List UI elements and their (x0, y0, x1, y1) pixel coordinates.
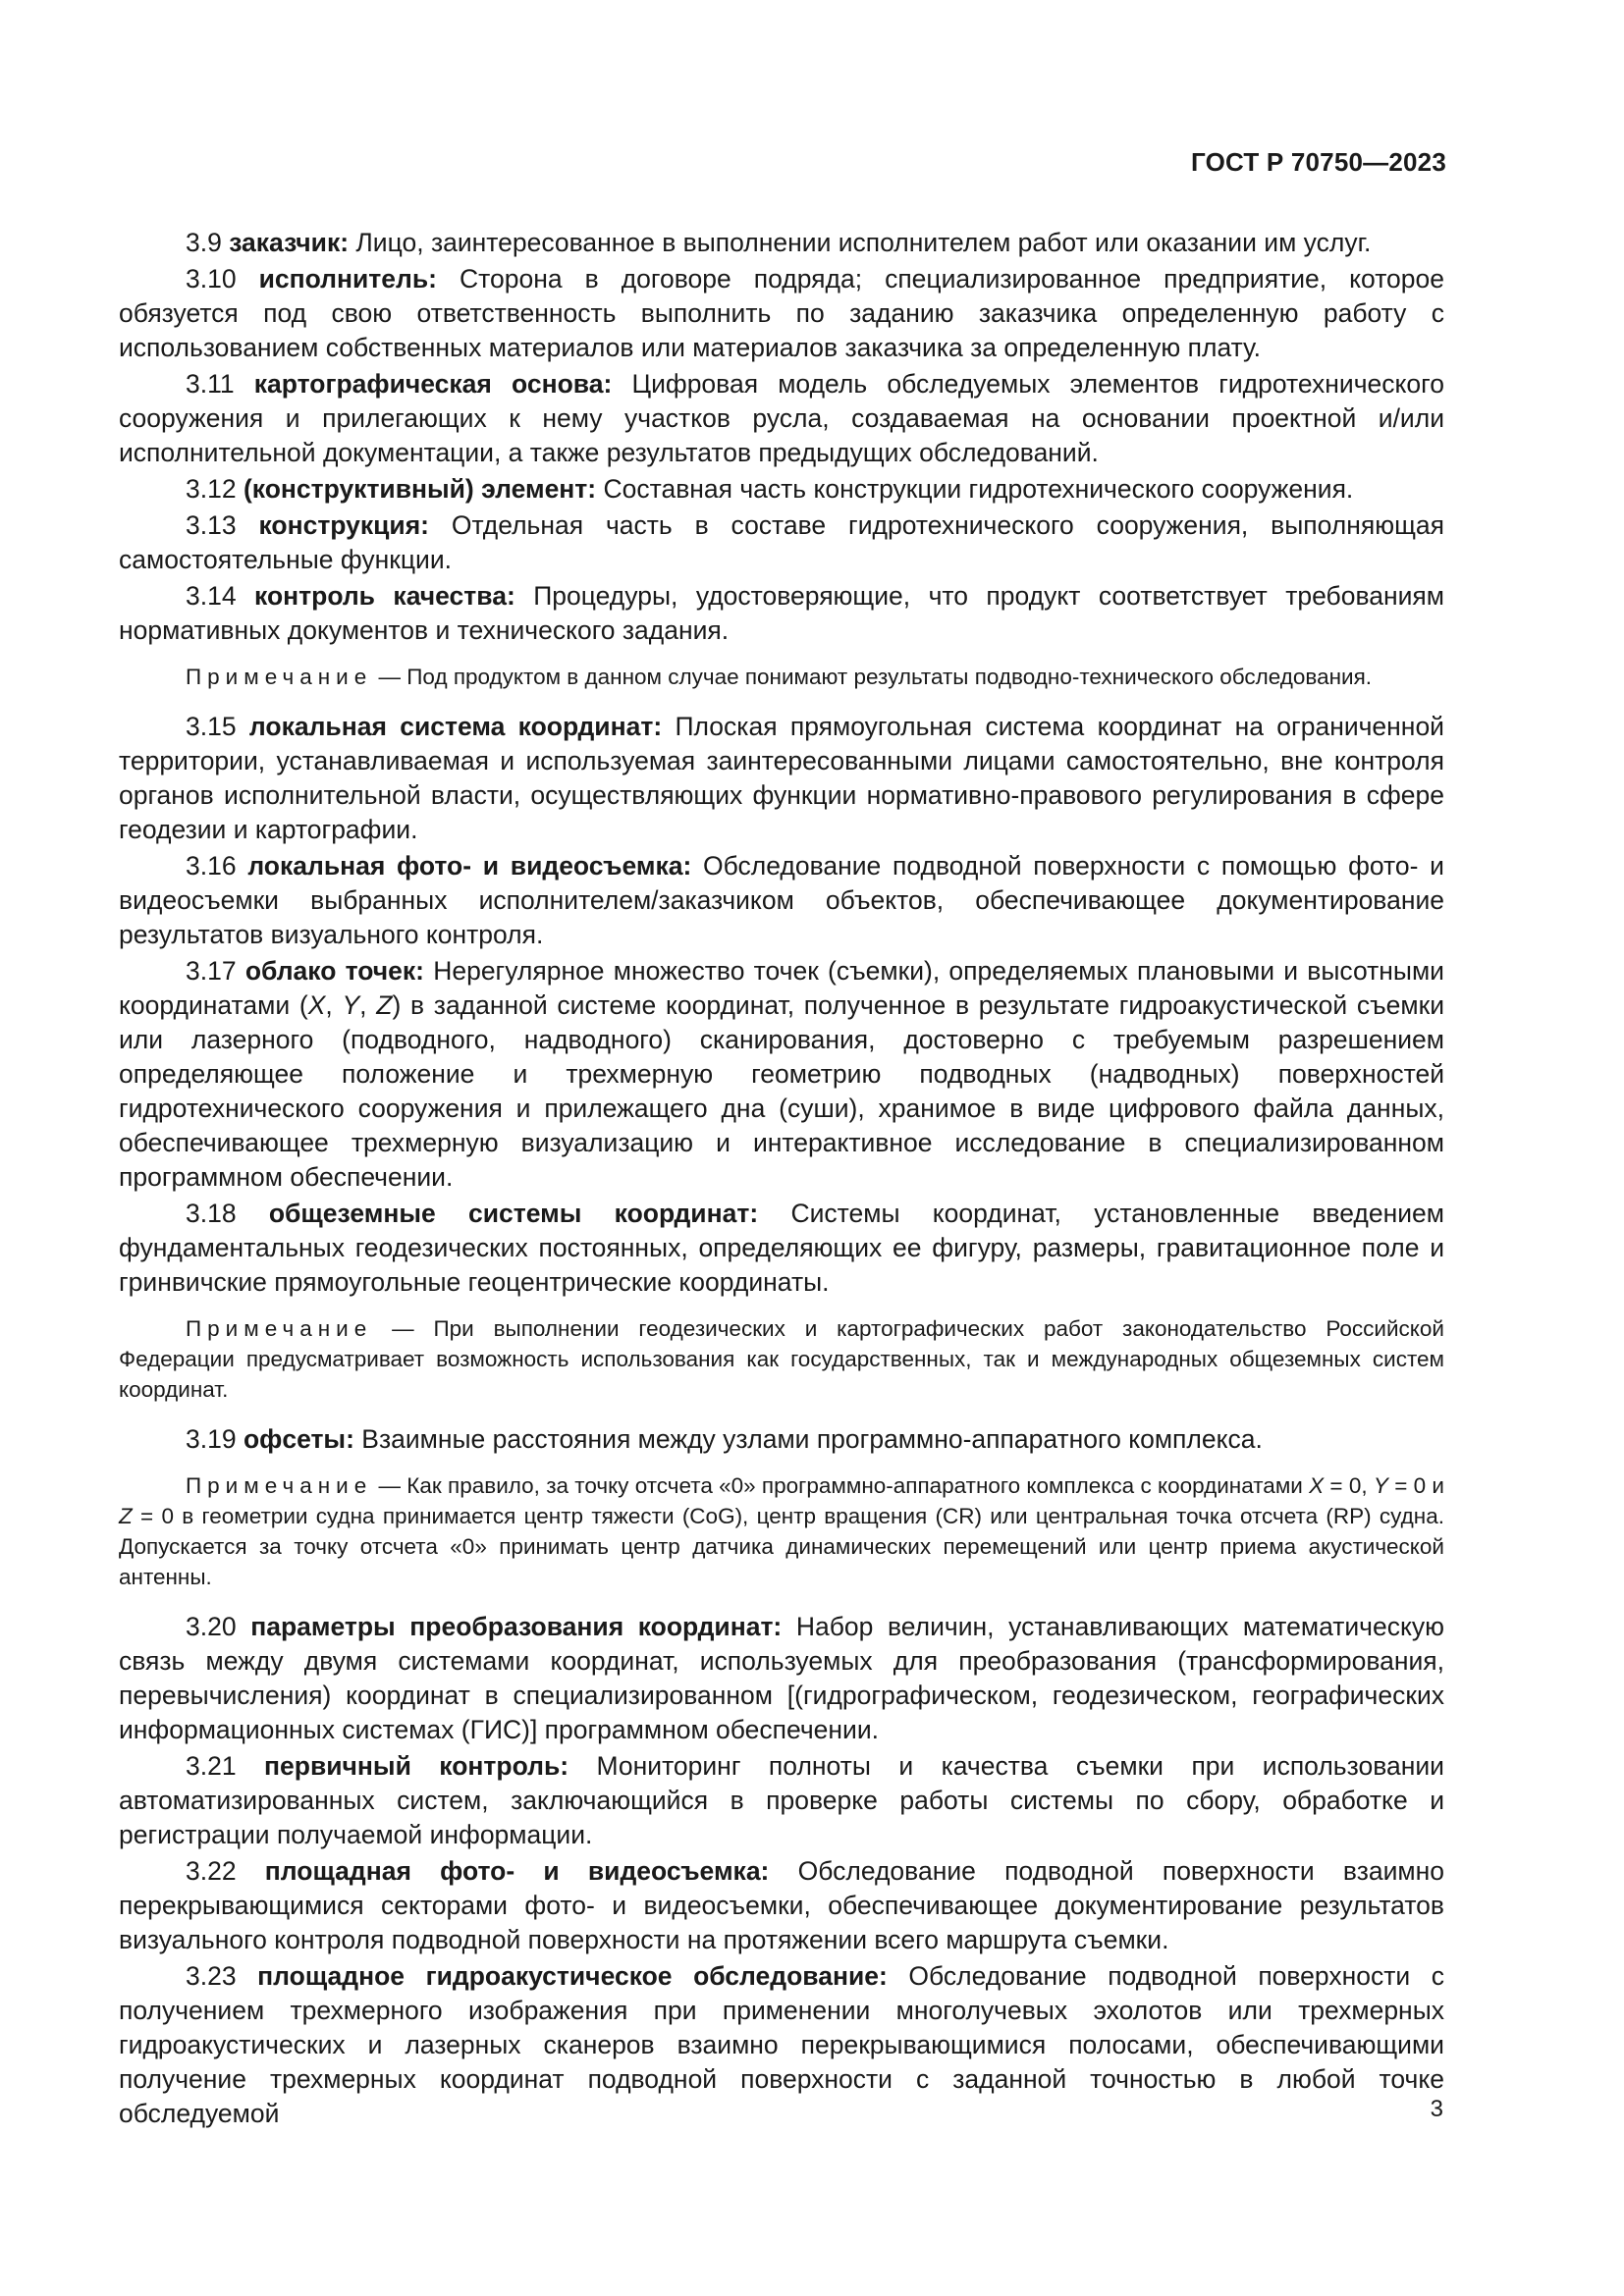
term-number: 3.19 (186, 1424, 237, 1454)
coord-z: Z (376, 990, 393, 1020)
note-2 (119, 1313, 1444, 1405)
term-number: 3.18 (186, 1199, 237, 1228)
coord-z: Z (119, 1504, 133, 1528)
term-number: 3.12 (186, 474, 237, 504)
term-number: 3.15 (186, 712, 237, 741)
term-3-13 (119, 508, 1444, 577)
term-3-22 (119, 1854, 1444, 1957)
term-definition: Лицо, заинтересованное в выполнении исполнителем работ или оказании им услуг. (355, 228, 1372, 257)
term-definition: Отдельная часть в составе гидротехнического сооружения, выполняющая самостоятельные функции. (119, 510, 1445, 574)
term-definition: Обследование подводной поверхности взаимно перекрывающимися секторами фото- и видеосъемки, обеспечивающее документирование результатов визуального контроля подводной поверхности на протяжении всего маршрута съемки. (119, 1856, 1444, 1954)
term-name: картографическая основа: (253, 369, 613, 399)
term-name: локальная фото- и видеосъемка: (247, 851, 692, 881)
term-number: 3.23 (186, 1961, 237, 1991)
page-number: 3 (1430, 2096, 1443, 2122)
coord-sep: , (325, 990, 343, 1020)
note-label: Примечание (186, 1473, 373, 1498)
term-name: облако точек: (244, 956, 424, 986)
coord-eq: = 0 и (1387, 1473, 1444, 1498)
term-name: общеземные системы координат: (268, 1199, 759, 1228)
term-name: (конструктивный) элемент: (243, 474, 597, 504)
term-number: 3.9 (186, 228, 222, 257)
term-name: офсеты: (243, 1424, 354, 1454)
term-number: 3.20 (186, 1612, 237, 1641)
note-label: Примечание (186, 1316, 373, 1341)
coord-sep: , (359, 990, 377, 1020)
term-3-12 (119, 472, 1444, 507)
note-text-part-b: = 0 в геометрии судна принимается центр тяжести (CoG), центр вращения (CR) или центральная точка отсчета (RP) судна. Допускается за точку отсчета «0» принимать центр датчика динамических перемещений или центр приема акустической антенны. (119, 1504, 1444, 1589)
term-number: 3.10 (186, 264, 237, 294)
term-definition: Набор величин, устанавливающих математическую связь между двумя системами координат, используемых для преобразования (трансформирования, перевычисления) координат в специализированном [(гидрографическом, геодезическом, географических информационных системах (ГИС)] программном обеспечении. (119, 1612, 1444, 1744)
coord-x: X (307, 990, 326, 1020)
term-3-15 (119, 710, 1444, 847)
term-3-14 (119, 579, 1444, 648)
term-number: 3.13 (186, 510, 237, 540)
term-3-17 (119, 954, 1444, 1195)
note-1 (119, 662, 1444, 692)
term-name: площадное гидроакустическое обследование: (257, 1961, 888, 1991)
term-definition: Мониторинг полноты и качества съемки при использовании автоматизированных систем, заключающийся в проверке работы системы по сбору, обработке и регистрации получаемой информации. (119, 1751, 1444, 1849)
term-number: 3.22 (186, 1856, 237, 1886)
term-definition: Плоская прямоугольная система координат на ограниченной территории, устанавливаемая и используемая заинтересованными лицами самостоятельно, вне контроля органов исполнительной власти, осуществляющих функции нормативно-правового регулирования в сфере геодезии и картографии. (119, 712, 1444, 844)
term-name: исполнитель: (258, 264, 437, 294)
coord-y: Y (342, 990, 360, 1020)
term-name: заказчик: (229, 228, 350, 257)
term-3-16 (119, 849, 1444, 952)
note-3 (119, 1470, 1444, 1592)
standard-header: ГОСТ Р 70750—2023 (1191, 147, 1446, 177)
term-definition: Сторона в договоре подряда; специализированное предприятие, которое обязуется под свою ответственность выполнить по заданию заказчика определенную работу с использованием собственных материалов или материалов заказчика за определенную плату. (119, 264, 1444, 362)
term-3-10 (119, 262, 1444, 365)
term-number: 3.11 (186, 369, 235, 399)
term-definition: Составная часть конструкции гидротехнического сооружения. (603, 474, 1354, 504)
term-definition: Процедуры, удостоверяющие, что продукт соответствует требованиям нормативных документов и технического задания. (119, 581, 1444, 645)
term-3-11 (119, 367, 1444, 470)
term-name: конструкция: (258, 510, 429, 540)
coord-x: X (1309, 1473, 1325, 1498)
note-text-part-a: — Как правило, за точку отсчета «0» программно-аппаратного комплекса с координатами (378, 1473, 1310, 1498)
coord-eq: = 0, (1324, 1473, 1374, 1498)
term-3-19 (119, 1422, 1444, 1457)
term-number: 3.16 (186, 851, 237, 881)
term-name: первичный контроль: (264, 1751, 569, 1781)
term-name: контроль качества: (254, 581, 515, 611)
term-definition: Цифровая модель обследуемых элементов гидротехнического сооружения и прилегающих к нему участков русла, создаваемая на основании проектной и/или исполнительной документации, а также результатов предыдущих обследований. (119, 369, 1444, 467)
term-definition: Системы координат, установленные введением фундаментальных геодезических постоянных, определяющих ее фигуру, размеры, гравитационное поле и гринвичские прямоугольные геоцентрические координаты. (119, 1199, 1444, 1297)
term-number: 3.21 (186, 1751, 237, 1781)
note-text: — При выполнении геодезических и картографических работ законодательство Российской Федерации предусматривает возможность использования как государственных, так и международных общеземных систем координат. (119, 1316, 1444, 1402)
terms-section (119, 226, 1444, 2133)
term-definition-part-a: Нерегулярное множество точек (съемки), определяемых плановыми и высотными координатами ( (119, 956, 1444, 1020)
term-3-23 (119, 1959, 1444, 2131)
term-3-9 (119, 226, 1444, 260)
term-number: 3.17 (186, 956, 237, 986)
term-definition: Взаимные расстояния между узлами программно-аппаратного комплекса. (361, 1424, 1263, 1454)
term-name: площадная фото- и видеосъемка: (264, 1856, 770, 1886)
note-text: — Под продуктом в данном случае понимают результаты подводно-технического обследования. (378, 665, 1373, 689)
note-label: Примечание (186, 665, 373, 689)
term-3-18 (119, 1197, 1444, 1300)
term-definition: Обследование подводной поверхности с получением трехмерного изображения при применении многолучевых эхолотов или трехмерных гидроакустических и лазерных сканеров взаимно перекрывающимися полосами, обеспечивающими получение трехмерных координат подводной поверхности с заданной точностью в любой точке обследуемой (119, 1961, 1444, 2128)
term-3-21 (119, 1749, 1444, 1852)
term-3-20 (119, 1610, 1444, 1747)
term-name: параметры преобразования координат: (250, 1612, 783, 1641)
term-definition: Обследование подводной поверхности с помощью фото- и видеосъемки выбранных исполнителем/заказчиком объектов, обеспечивающее документирование результатов визуального контроля. (119, 851, 1444, 949)
term-name: локальная система координат: (248, 712, 663, 741)
term-number: 3.14 (186, 581, 237, 611)
coord-y: Y (1373, 1473, 1388, 1498)
term-definition-part-b: ) в заданной системе координат, полученное в результате гидроакустической съемки или лазерного (подводного, надводного) сканирования, достоверно с требуемым разрешением определяющее положение и трехмерную геометрию подводных (надводных) поверхностей гидротехнического сооружения и прилежащего дна (суши), хранимое в виде цифрового файла данных, обеспечивающее трехмерную визуализацию и интерактивное исследование в специализированном программном обеспечении. (119, 990, 1445, 1192)
